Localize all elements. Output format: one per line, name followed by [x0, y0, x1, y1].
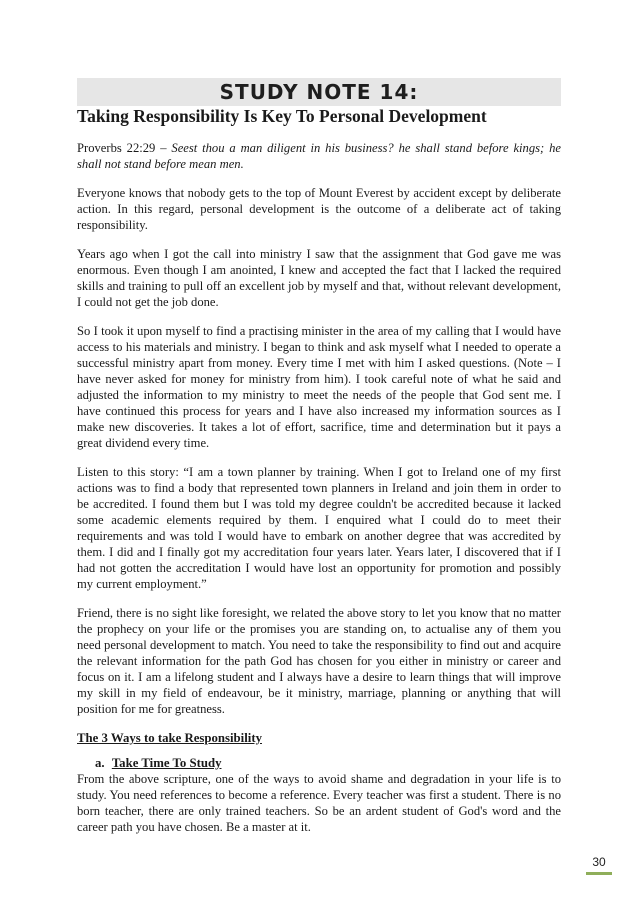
- scripture-verse: [77, 140, 561, 172]
- paragraph: Years ago when I got the call into ministry I saw that the assignment that God gave me was enormous. Even though I am anointed, I knew and accepted the fact that I lacked the required skills and training to pull off an excellent job by myself and that, without relevant development, I could not get the job done.: [77, 247, 561, 309]
- sub-heading: [95, 755, 561, 771]
- paragraph: Friend, there is no sight like foresight, we related the above story to let you know that no matter the prophecy on your life or the promises you are standing on, to actualise any of them you need personal development to match. You need to take the responsibility to find out and acquire the relevant information for the path God has chosen for you either in ministry or career and focus on it. I am a lifelong student and I always have a desire to learn things that will improve my skill in my field of endeavour, be it ministry, marriage, planning or anything that will position for me for greatness.: [77, 606, 561, 716]
- section-heading: The 3 Ways to take Responsibility: [77, 731, 262, 745]
- page-number: 30: [592, 855, 606, 869]
- paragraph: So I took it upon myself to find a practising minister in the area of my calling that I would have access to his materials and ministry. I began to think and ask myself what I needed to operate a successful ministry apart from money. Every time I met with him I asked questions. (Note – I have never asked for money for ministry from him). I took careful note of what he said and adjusted the information to my ministry to meet the needs of the people that God sent me. I have continued this process for years and I have also increased my information sources as I make new discoveries. It takes a lot of effort, sacrifice, time and determination but it pays a great dividend every time.: [77, 324, 561, 450]
- sub-section-paragraph: From the above scripture, one of the ways to avoid shame and degradation in your life is to study. You need references to become a reference. Every teacher was first a student. There is no born teacher, there are only trained teachers. So be an ardent student of God's word and the career path you have chosen. Be a master at it.: [77, 772, 561, 834]
- study-note-title: STUDY NOTE 14:: [219, 80, 419, 104]
- paragraph: Listen to this story: “I am a town planner by training. When I got to Ireland one of my first actions was to find a body that represented town planners in Ireland and join them in order to be accredited. I found them but I was told my degree couldn't be accredited because it lacked some academic elements required by them. I enquired what I could do to meet their requirements and was told I would have to embark on another degree that was accredited by them. I did and I finally got my accreditation four years later. Years later, I discovered that if I had not gotten the accreditation I would have lost an opportunity for promotion and possibly my current employment.”: [77, 465, 561, 591]
- paragraph: Everyone knows that nobody gets to the top of Mount Everest by accident except by deliberate action. In this regard, personal development is the outcome of a deliberate act of taking responsibility.: [77, 186, 561, 232]
- page-number-underline: [586, 872, 612, 875]
- document-page: [77, 78, 561, 848]
- study-note-subtitle: Taking Responsibility Is Key To Personal Development: [77, 106, 487, 126]
- title-band: [77, 78, 561, 106]
- verse-text: Seest thou a man diligent in his business? he shall stand before kings; he shall not stand before mean men.: [77, 141, 561, 171]
- sub-heading-marker: a.: [95, 756, 105, 770]
- verse-reference: Proverbs 22:29 –: [77, 141, 167, 155]
- sub-heading-text: Take Time To Study: [111, 756, 222, 770]
